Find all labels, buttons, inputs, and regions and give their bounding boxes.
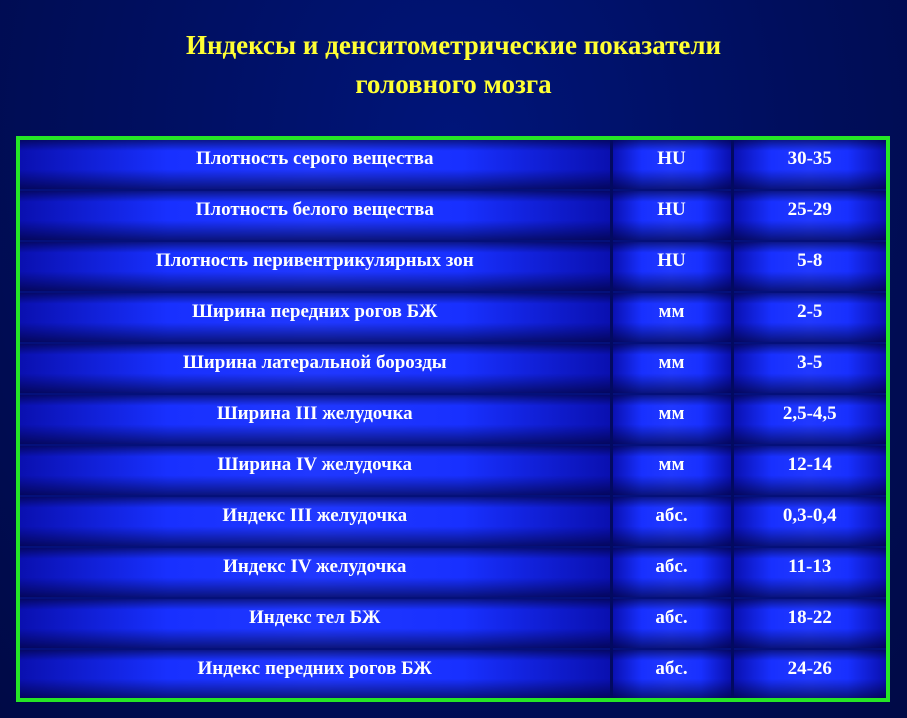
parameter-name-cell: Ширина латеральной борозды [20,343,611,394]
table-row [20,343,886,394]
parameter-name-cell: Индекс IV желудочка [20,547,611,598]
slide-title-line-1: Индексы и денситометрические показатели [185,30,722,60]
unit-cell: HU [611,140,732,190]
unit-cell: абс. [611,496,732,547]
value-cell: 3-5 [732,343,886,394]
unit-cell: HU [611,241,732,292]
indices-table-frame [16,136,890,702]
table-row [20,292,886,343]
value-cell: 12-14 [732,445,886,496]
unit-cell: мм [611,343,732,394]
value-cell: 0,3-0,4 [732,496,886,547]
parameter-name-cell: Плотность белого вещества [20,190,611,241]
table-row [20,190,886,241]
value-cell: 18-22 [732,598,886,649]
parameter-name-cell: Плотность перивентрикулярных зон [20,241,611,292]
value-cell: 2-5 [732,292,886,343]
slide-title-line-2: головного мозга [355,69,552,99]
parameter-name-cell: Ширина IV желудочка [20,445,611,496]
unit-cell: абс. [611,547,732,598]
parameter-name-cell: Ширина передних рогов БЖ [20,292,611,343]
table-row [20,445,886,496]
value-cell: 11-13 [732,547,886,598]
parameter-name-cell: Индекс III желудочка [20,496,611,547]
slide-title [0,26,907,104]
table-row [20,140,886,190]
unit-cell: абс. [611,598,732,649]
value-cell: 5-8 [732,241,886,292]
parameter-name-cell: Индекс тел БЖ [20,598,611,649]
table-row [20,547,886,598]
parameter-name-cell: Плотность серого вещества [20,140,611,190]
unit-cell: HU [611,190,732,241]
unit-cell: мм [611,445,732,496]
indices-table [20,140,886,698]
table-row [20,598,886,649]
parameter-name-cell: Ширина III желудочка [20,394,611,445]
value-cell: 24-26 [732,649,886,699]
value-cell: 25-29 [732,190,886,241]
table-row [20,496,886,547]
value-cell: 2,5-4,5 [732,394,886,445]
unit-cell: мм [611,394,732,445]
table-row [20,394,886,445]
unit-cell: мм [611,292,732,343]
table-row [20,649,886,699]
value-cell: 30-35 [732,140,886,190]
parameter-name-cell: Индекс передних рогов БЖ [20,649,611,699]
table-row [20,241,886,292]
unit-cell: абс. [611,649,732,699]
